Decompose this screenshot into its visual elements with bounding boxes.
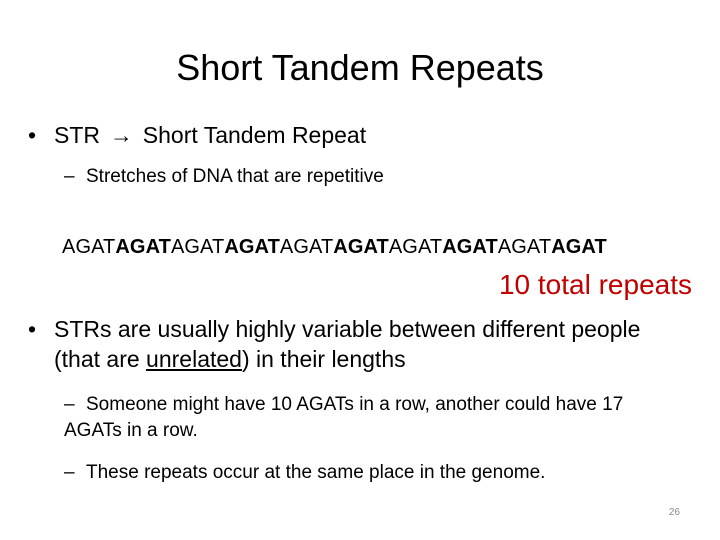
bullet-marker: • (28, 122, 37, 148)
repeat-unit: AGAT (279, 236, 334, 258)
repeat-unit: AGAT (551, 236, 607, 258)
bullet-str-variability (28, 314, 678, 374)
unrelated-underlined: unrelated (146, 346, 242, 372)
right-arrow-icon: → (109, 122, 133, 148)
bullet-text (28, 314, 678, 374)
repeat-unit: AGAT (115, 236, 171, 258)
sub-bullet-agat-example (64, 392, 684, 444)
sub-bullet-same-place (64, 460, 684, 486)
bullet-marker: • (28, 316, 37, 342)
sub-bullet-marker: – (64, 394, 75, 415)
variability-text-end: ) in their lengths (241, 346, 406, 372)
variability-text-start: STRs are usually highly variable between different people (that are (54, 316, 641, 372)
sub-bullet-dna-stretches (64, 164, 684, 190)
repeat-unit: AGAT (224, 236, 280, 258)
sub-bullet-text: Stretches of DNA that are repetitive (86, 166, 384, 187)
str-expansion: Short Tandem Repeat (142, 122, 367, 148)
total-repeats-label: 10 total repeats (498, 269, 692, 300)
str-abbreviation: STR (54, 122, 100, 148)
repeat-unit: AGAT (497, 236, 552, 258)
repeat-unit: AGAT (62, 236, 116, 258)
page-number: 26 (668, 507, 680, 518)
repeat-unit: AGAT (388, 236, 443, 258)
slide-title: Short Tandem Repeats (176, 47, 544, 88)
bullet-str-definition (28, 120, 668, 150)
sub-bullet-marker: – (64, 462, 75, 483)
repeat-unit: AGAT (333, 236, 389, 258)
repeat-unit: AGAT (442, 236, 498, 258)
sub-bullet-text: These repeats occur at the same place in the genome. (86, 462, 546, 483)
sub-bullet-text: Someone might have 10 AGATs in a row, another could have 17 AGATs in a row. (64, 394, 624, 441)
bullet-text (28, 120, 668, 150)
repeat-sequence (62, 234, 607, 260)
repeat-unit: AGAT (170, 236, 225, 258)
sub-bullet-marker: – (64, 166, 75, 187)
